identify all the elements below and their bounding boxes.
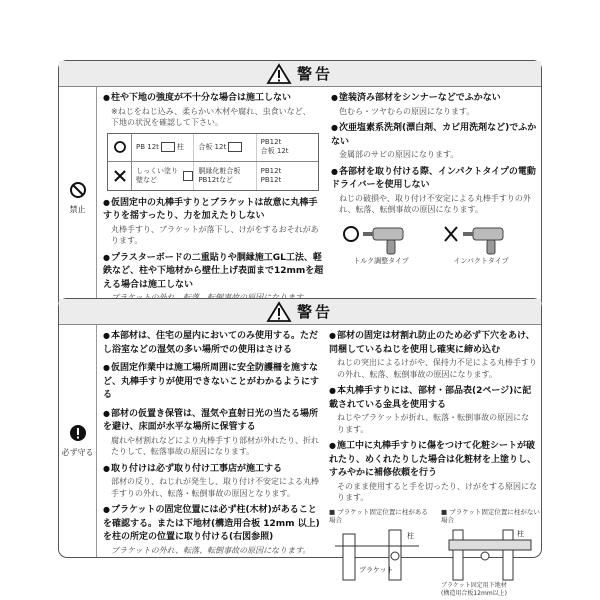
warning-item [103,503,323,556]
item-note: ねじの破損や、取り付け不安定による丸棒手すりの外れ、転落、転倒事故の原因になります。 [339,193,531,214]
torque-drill-icon [341,220,421,256]
item-note: 色むら・ツヤむらの原因になります。 [339,106,475,116]
board-label: しっくい塗り壁など [136,166,178,184]
side-label: 禁止 [69,204,86,214]
warning-item [103,251,325,304]
item-note: ブラケットの外れ、転落、転倒事故の原因になります。 [111,545,311,555]
item-note: 腐れや材割れなどにより丸棒手すり部材が外れたり、折れたりして、転落事故の原因になります。 [111,435,319,456]
diagram-caption: ブラケット固定用下地材 [441,581,507,589]
panel-title: 警告 [296,303,333,321]
item-heading: ● 部材の固定は材割れ防止のため必ず下穴をあけ、同梱しているねじを使用し確実に締め込む [329,329,537,357]
item-heading: ● 仮固定中の丸棒手すりとブラケットは故意に丸棒手すりを揺すったり、力を加えたりしない [103,196,325,224]
board-thickness-diagram [107,133,319,191]
board-label: PB 12t [136,142,159,151]
board-label: PB12t [260,166,282,175]
diagram-title: ■ ブラケット固定位置に柱がある場合 [329,507,428,524]
driver-comparison [331,220,531,266]
panel-header [59,61,541,87]
torque-driver [341,220,421,266]
item-heading: ● 柱や下地の強度が不十分な場合は施工しない [103,91,325,106]
item-note: 金属部のサビの原因になります。 [339,150,459,159]
mandatory-action-icon [69,424,87,442]
item-heading: ● 部材の仮置き保管は、湿気や直射日光の当たる場所を避け、床面が水平な場所に保管する [103,407,323,435]
item-heading: ● 塗装済み部材をシンナーなどでふかない [331,91,537,106]
diagram-caption: (構造用合板12mm以上) [441,589,508,597]
diagram-with-stud [329,508,429,598]
warning-item [329,439,537,504]
ok-row [108,134,318,162]
prohibition-side-column [59,87,97,308]
diagram-title: ■ ブラケット固定位置に柱がない場合 [441,507,540,524]
warning-item [329,329,537,380]
item-heading: ● 次亜塩素系洗剤(漂白剤、カビ用洗剤など)でふかない [331,121,537,149]
stud-shape [161,142,175,152]
impact-driver [441,220,521,266]
panel-title: 警告 [296,65,333,83]
board-label: PB12t [260,175,282,184]
drill-caption: トルク調整タイプ [353,256,409,265]
warning-item [103,329,323,357]
warning-item [329,384,537,435]
backing-board-drawing [441,526,541,582]
ng-row [108,162,318,190]
panel-header [59,299,541,325]
stud-bracket-drawing [329,526,429,582]
stud-shape [228,142,242,152]
warning-item [103,407,323,458]
item-note: 下地の状況を確認して下さい。 [111,118,223,127]
warning-panel-prohibited [58,60,542,309]
drill-caption: インパクトタイプ [453,256,509,265]
item-note: そのまま使用すると手を切ったり、けがをする原因になります。 [337,481,537,502]
item-heading: ● 仮固定作業中は施工場所周囲に安全防護柵を施すなど、丸棒手すりが使用できないことがわかるようにする [103,361,323,403]
warning-item [103,361,323,403]
warning-triangle-icon [267,302,291,322]
item-note: ねじの突出によるけがや、保持力不足による丸棒手すりの外れ、転落、転倒事故の原因になります。 [337,358,537,379]
item-heading: ● 各部材を取り付ける際、インパクトタイプの電動ドライバーを使用しない [331,165,537,193]
item-note: 部材の反り、ねじれが発生し、取り付け不安定による丸棒手すりの外れ、転落・転倒事故の原因となります。 [111,477,319,498]
warning-triangle-icon [267,64,291,84]
bracket-text: ブラケット [359,565,394,574]
ok-circle-icon [113,140,127,154]
warning-item [103,91,325,129]
board-label: 合板 12t [260,147,289,155]
bracket-mounting-diagrams [329,507,540,598]
warning-item [103,462,323,500]
ng-cross-icon [113,169,127,183]
item-heading: ● プラスターボードの二重貼りや胴縁施工GL工法、軽鉄など、柱や下地材から壁仕上げ表面まで12mmを超える場合は施工しない [103,251,325,293]
stud-label: 柱 [176,142,184,151]
item-heading: ● 施工中に丸棒手すりに傷をつけて化粧シートが破れたり、めくれたりした場合は化粧材を上塗りし、すみやかに補修依頼を行う [329,439,537,481]
board-label: PB12t [260,138,282,146]
item-heading: ● 本丸棒手すりには、部材・部品表(2ページ)に記載されている金具を使用する [329,384,537,412]
item-heading: ● 本部材は、住宅の屋内においてのみ使用する。ただし浴室などの湿気の多い場所での使用はさける [103,329,323,357]
board-label: 胴縁化粧合板PB12tなど [198,166,241,184]
impact-drill-icon [441,220,521,256]
item-note: ※ねじをねじ込み、柔らかい木材や腐れ、虫食いなど、 [111,106,311,116]
item-heading: ● ブラケットの固定位置には必ず柱(木材)があることを確認する。または下地材(構造用合板 12mm 以上)を柱の所定の位置に取り付ける(右図参照) [103,503,323,545]
item-note: ねじやブラケットが折れ、転落・転倒事故の原因になります。 [337,413,530,434]
warning-item [103,196,325,247]
item-note: 丸棒手すり、ブラケットが落下し、けがをするおそれがあります。 [111,224,319,245]
warning-item [331,91,537,117]
diagram-without-stud [441,508,541,598]
stud-text: 柱 [407,531,414,540]
stud-shape [183,171,194,181]
prohibited-icon [69,181,87,199]
warning-item [331,121,537,161]
item-heading: ● 取り付けは必ず取り付け工事店が施工する [103,462,323,477]
board-label: 合板 12t [198,142,227,151]
warning-item [331,165,537,216]
side-label: 必ず守る [61,448,94,457]
warning-panel-mandatory [58,298,542,597]
mandatory-side-column [59,325,97,557]
stud-text: 柱 [517,529,524,538]
